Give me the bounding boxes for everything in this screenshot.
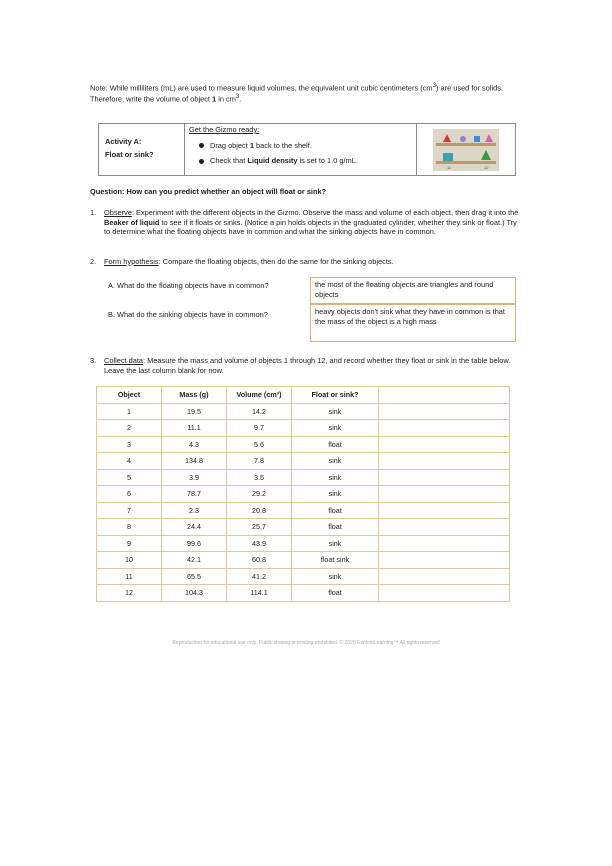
instruction-bullet: Check that Liquid density is set to 1.0 g/mL. bbox=[189, 156, 416, 166]
table-row bbox=[97, 568, 510, 585]
object-cell: 11 bbox=[97, 568, 162, 585]
step-observe: 1. Observe: Experiment with the different objects in the Gizmo. Observe the mass and volume of each object, then drag it into the Beaker of liquid to see if it floats or sinks. (Notice a pin holds objects in the graduated cylinder, whether they sink or float.) Try to determine what the floating objects have in common and what the sinking objects have in common. bbox=[90, 208, 519, 237]
table-body bbox=[97, 403, 510, 601]
mass-cell[interactable]: 19.5 bbox=[162, 403, 227, 420]
blank-cell[interactable] bbox=[379, 502, 510, 519]
float-sink-cell[interactable]: float bbox=[292, 519, 379, 536]
table-row bbox=[97, 436, 510, 453]
volume-cell[interactable]: 20.8 bbox=[227, 502, 292, 519]
volume-note: Note: While milliliters (mL) are used to measure liquid volumes, the equivalent unit cubic centimeters $(cm^3)$ are used for solids. Therefore, write the volume of object 1 in $cm^3$. bbox=[90, 82, 503, 104]
float-sink-cell[interactable]: float sink bbox=[292, 552, 379, 569]
blank-cell[interactable] bbox=[379, 552, 510, 569]
object-cell: 6 bbox=[97, 486, 162, 503]
mass-cell[interactable]: 104.3 bbox=[162, 585, 227, 602]
volume-cell[interactable]: 43.9 bbox=[227, 535, 292, 552]
volume-cell[interactable]: 60.8 bbox=[227, 552, 292, 569]
table-row bbox=[97, 453, 510, 470]
mass-cell[interactable]: 24.4 bbox=[162, 519, 227, 536]
gizmo-shelf-image bbox=[417, 124, 515, 175]
header-volume: Volume (cm³) bbox=[227, 387, 292, 404]
question-b-label: B. What do the sinking objects have in common? bbox=[108, 310, 268, 319]
header-blank bbox=[379, 387, 510, 404]
blank-cell[interactable] bbox=[379, 519, 510, 536]
table-row bbox=[97, 552, 510, 569]
activity-title: Activity A: bbox=[105, 137, 142, 146]
mass-cell[interactable]: 11.1 bbox=[162, 420, 227, 437]
shelf-label: 12 bbox=[484, 164, 489, 170]
table-row bbox=[97, 519, 510, 536]
volume-cell[interactable]: 5.6 bbox=[227, 436, 292, 453]
volume-cell[interactable]: 114.1 bbox=[227, 585, 292, 602]
blank-cell[interactable] bbox=[379, 403, 510, 420]
activity-subtitle: Float or sink? bbox=[105, 149, 154, 159]
answer-a-field[interactable]: the most of the floating objects are triangles and round objects bbox=[310, 277, 516, 304]
float-sink-cell[interactable]: sink bbox=[292, 568, 379, 585]
object-cell: 5 bbox=[97, 469, 162, 486]
blank-cell[interactable] bbox=[379, 469, 510, 486]
activity-title-cell bbox=[99, 124, 185, 175]
mass-cell[interactable]: 4.3 bbox=[162, 436, 227, 453]
mass-cell[interactable]: 2.3 bbox=[162, 502, 227, 519]
question-a-label: A. What do the floating objects have in common? bbox=[108, 281, 269, 290]
object-cell: 4 bbox=[97, 453, 162, 470]
question-heading: Question: How can you predict whether an object will float or sink? bbox=[90, 187, 327, 196]
volume-cell[interactable]: 7.8 bbox=[227, 453, 292, 470]
float-sink-cell[interactable]: sink bbox=[292, 486, 379, 503]
volume-cell[interactable]: 3.5 bbox=[227, 469, 292, 486]
blank-cell[interactable] bbox=[379, 535, 510, 552]
mass-cell[interactable]: 42.1 bbox=[162, 552, 227, 569]
volume-cell[interactable]: 14.2 bbox=[227, 403, 292, 420]
mass-cell[interactable]: 3.9 bbox=[162, 469, 227, 486]
step-collect-data: 3. Collect data: Measure the mass and volume of objects 1 through 12, and record whether they float or sink in the table below. Leave the last column blank for now. bbox=[90, 356, 511, 375]
header-mass: Mass (g) bbox=[162, 387, 227, 404]
object-cell: 10 bbox=[97, 552, 162, 569]
blank-cell[interactable] bbox=[379, 585, 510, 602]
float-sink-cell[interactable]: sink bbox=[292, 535, 379, 552]
table-row bbox=[97, 486, 510, 503]
answer-b-field[interactable]: heavy objects don't sink what they have in common is that the mass of the object is a high mass bbox=[310, 304, 516, 342]
bullet-icon bbox=[199, 143, 204, 148]
header-float-sink: Float or sink? bbox=[292, 387, 379, 404]
volume-cell[interactable]: 25.7 bbox=[227, 519, 292, 536]
mass-cell[interactable]: 99.6 bbox=[162, 535, 227, 552]
float-sink-cell[interactable]: float bbox=[292, 585, 379, 602]
float-sink-cell[interactable]: sink bbox=[292, 420, 379, 437]
shelf-objects-icon bbox=[433, 129, 499, 171]
step-hypothesis: 2. Form hypothesis: Compare the floating objects, then do the same for the sinking objects. bbox=[90, 257, 394, 266]
object-cell: 7 bbox=[97, 502, 162, 519]
mass-cell[interactable]: 134.8 bbox=[162, 453, 227, 470]
table-row bbox=[97, 535, 510, 552]
float-sink-cell[interactable]: float bbox=[292, 502, 379, 519]
object-cell: 2 bbox=[97, 420, 162, 437]
table-row bbox=[97, 585, 510, 602]
float-sink-cell[interactable]: float bbox=[292, 436, 379, 453]
volume-cell[interactable]: 41.2 bbox=[227, 568, 292, 585]
table-row bbox=[97, 420, 510, 437]
mass-cell[interactable]: 78.7 bbox=[162, 486, 227, 503]
header-object: Object bbox=[97, 387, 162, 404]
object-cell: 8 bbox=[97, 519, 162, 536]
table-row bbox=[97, 469, 510, 486]
float-sink-cell[interactable]: sink bbox=[292, 403, 379, 420]
object-cell: 3 bbox=[97, 436, 162, 453]
volume-cell[interactable]: 29.2 bbox=[227, 486, 292, 503]
blank-cell[interactable] bbox=[379, 420, 510, 437]
data-table bbox=[96, 386, 510, 602]
table-row bbox=[97, 502, 510, 519]
footer: Reproduction for educational use only. Public sharing or posting prohibited. © 2020 ExploreLearning™ All rights reserved bbox=[172, 640, 440, 646]
blank-cell[interactable] bbox=[379, 453, 510, 470]
bullet-icon bbox=[199, 159, 204, 164]
table-header-row bbox=[97, 387, 510, 404]
object-cell: 1 bbox=[97, 403, 162, 420]
volume-cell[interactable]: 9.7 bbox=[227, 420, 292, 437]
gizmo-instructions bbox=[185, 124, 417, 175]
blank-cell[interactable] bbox=[379, 568, 510, 585]
float-sink-cell[interactable]: sink bbox=[292, 453, 379, 470]
gizmo-heading: Get the Gizmo ready: bbox=[189, 125, 260, 134]
mass-cell[interactable]: 65.5 bbox=[162, 568, 227, 585]
object-cell: 12 bbox=[97, 585, 162, 602]
instruction-bullet: Drag object 1 back to the shelf. bbox=[189, 141, 416, 151]
table-row bbox=[97, 403, 510, 420]
shelf-label: 11 bbox=[447, 164, 452, 170]
object-cell: 9 bbox=[97, 535, 162, 552]
blank-cell[interactable] bbox=[379, 486, 510, 503]
activity-box bbox=[98, 123, 516, 176]
float-sink-cell[interactable]: sink bbox=[292, 469, 379, 486]
blank-cell[interactable] bbox=[379, 436, 510, 453]
